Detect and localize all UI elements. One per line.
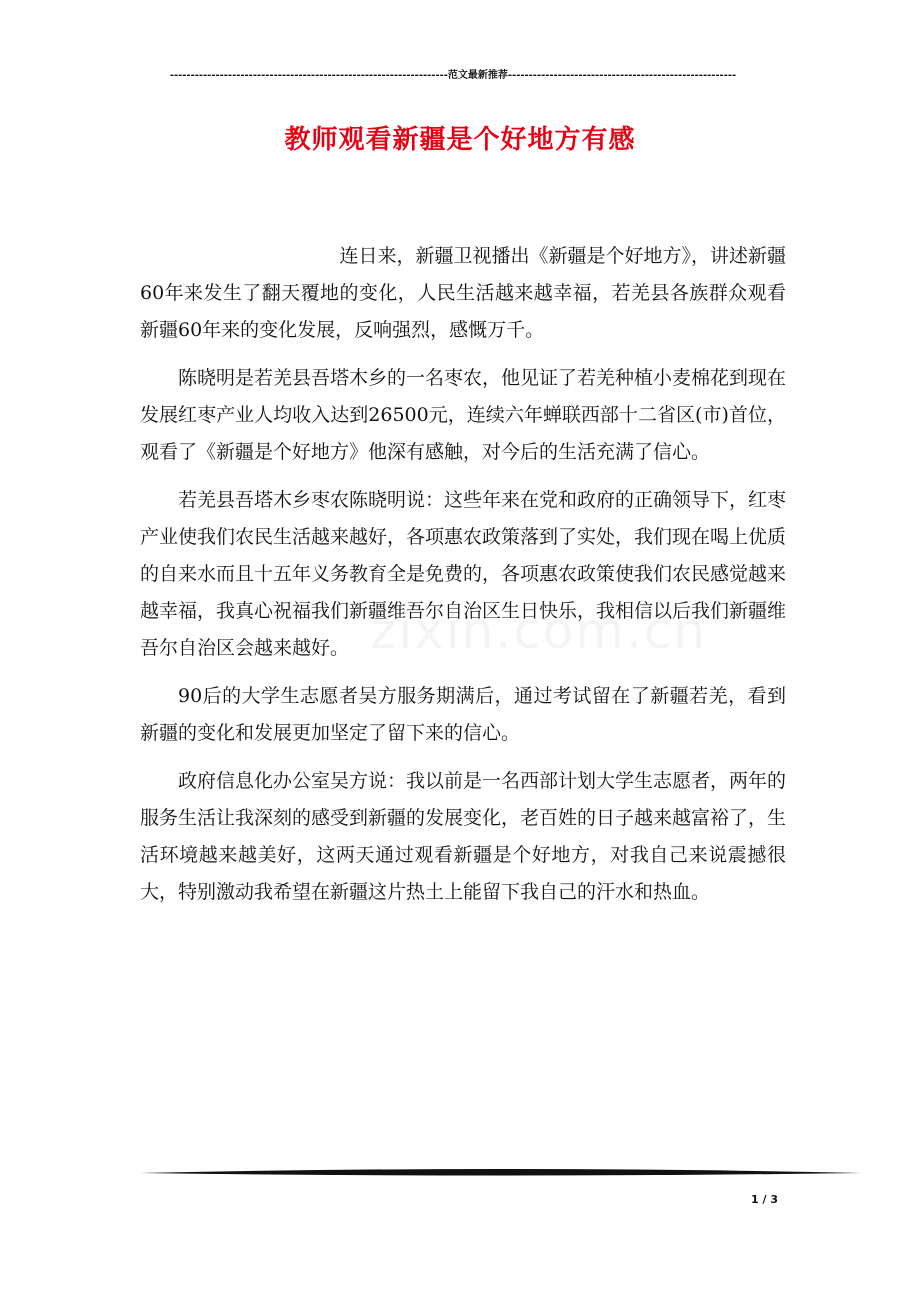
paragraph-1: 连日来，新疆卫视播出《新疆是个好地方》，讲述新疆60年来发生了翻天覆地的变化，人民生活越来越幸福，若羌县各族群众观看新疆60年来的变化发展，反响强烈，感慨万千。 (140, 245, 787, 341)
footer-divider (140, 1166, 862, 1180)
paragraph-3: 若羌县吾塔木乡枣农陈晓明说：这些年来在党和政府的正确领导下，红枣产业使我们农民生活越来越好，各项惠农政策落到了实处，我们现在喝上优质的自来水而且十五年义务教育全是免费的，各项惠农政策使我们农民感觉越来越幸福，我真心祝福我们新疆维吾尔自治区生日快乐，我相信以后我们新疆维吾尔自治区会越来越好。 (140, 489, 787, 659)
document-body (140, 238, 786, 922)
header-banner: -------------------------------------------------------------------范文最新推荐------------------------------------------------------- (169, 70, 737, 81)
paragraph-2: 陈晓明是若羌县吾塔木乡的一名枣农，他见证了若羌种植小麦棉花到现在发展红枣产业人均收入达到26500元，连续六年蝉联西部十二省区(市)首位，观看了《新疆是个好地方》他深有感触，对今后的生活充满了信心。 (140, 367, 787, 463)
page-number: 1 / 3 (751, 1193, 778, 1206)
paragraph-4: 90后的大学生志愿者吴方服务期满后，通过考试留在了新疆若羌，看到新疆的变化和发展更加坚定了留下来的信心。 (140, 685, 786, 744)
document-title: 教师观看新疆是个好地方有感 (284, 125, 636, 155)
paragraph-5: 政府信息化办公室吴方说：我以前是一名西部计划大学生志愿者，两年的服务生活让我深刻的感受到新疆的发展变化，老百姓的日子越来越富裕了，生活环境越来越美好，这两天通过观看新疆是个好地方，对我自己来说震撼很大，特别激动我希望在新疆这片热土上能留下我自己的汗水和热血。 (140, 770, 787, 903)
